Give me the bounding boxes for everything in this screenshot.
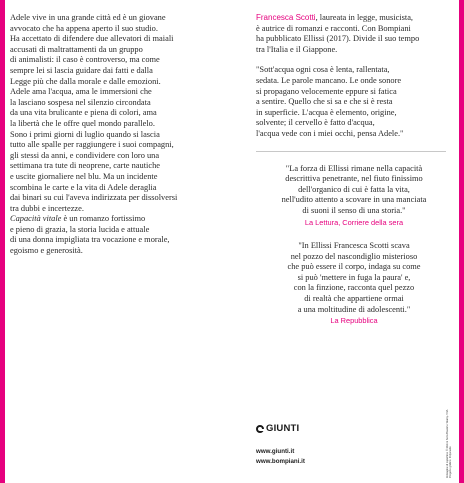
cover-credits	[446, 368, 453, 478]
review-quote-lettura	[256, 164, 452, 229]
synopsis-line: Adele ama l'acqua, ama le immersioni che	[10, 87, 152, 97]
synopsis-line: di una donna impigliata tra vocazione e morale,	[10, 235, 170, 245]
synopsis-line: scombina le carte e la vita di Adele deraglia	[10, 182, 157, 192]
quote-source: La Lettura, Corriere della sera	[304, 217, 404, 227]
synopsis-line: Sono i primi giorni di luglio quando si lascia	[10, 129, 160, 139]
quote-line: dell'organico di cui è fatta la vita,	[298, 184, 410, 194]
credit-line: Progetto grafico: Polystudio	[449, 446, 453, 478]
author-name: Francesca Scotti	[256, 13, 316, 22]
synopsis-line: e uscite giornaliere nel blu. Ma un incidente	[10, 171, 158, 181]
excerpt-line: in superficie. L'acqua è elemento, origine,	[256, 107, 397, 117]
review-quote-repubblica	[256, 241, 452, 327]
section-divider	[256, 151, 446, 152]
excerpt-line: solvente; il cervello è fatto d'acqua,	[256, 118, 375, 128]
synopsis-line: dai binari su cui l'aveva indirizzata per dissolversi	[10, 193, 178, 203]
excerpt-line: l'acqua vede con i miei occhi, pensa Adele."	[256, 128, 404, 138]
synopsis-line: Ha accettato di difendere due allevatori di maiali	[10, 34, 174, 44]
quote-line: con la finzione, racconta quel pezzo	[293, 283, 415, 293]
excerpt-line: si propagano velocemente eppure si fatica	[256, 86, 397, 96]
quote-source: La Repubblica	[330, 316, 378, 326]
synopsis-line: tra dubbi e incertezze.	[10, 203, 84, 213]
bio-line: tra l'Italia e il Giappone.	[256, 44, 338, 54]
credit-line: Immagine di copertina: © Rick & Nora Bowers / Alamy / VIA	[446, 409, 449, 478]
excerpt-line: a sentire. Quello che si sa e che si è resta	[256, 97, 393, 107]
book-title-italic: Capacità vitale	[10, 214, 62, 224]
synopsis-line: la lasciano sospesa nel silenzio circondata	[10, 97, 151, 107]
synopsis-line: di animalisti: il caso è controverso, ma come	[10, 55, 160, 65]
quote-line: descrittiva penetrante, nel fiuto finissimo	[285, 174, 423, 184]
book-excerpt	[256, 65, 452, 139]
publisher-logo-text: GIUNTI	[266, 423, 300, 434]
synopsis-text	[10, 13, 222, 257]
synopsis-line: è un romanzo fortissimo	[61, 214, 146, 224]
bio-line: è autrice di romanzi e racconti. Con Bompiani	[256, 23, 411, 33]
synopsis-column	[10, 13, 222, 257]
author-bio	[256, 13, 452, 55]
synopsis-line: settimana tra tute di neoprene, carte nautiche	[10, 161, 160, 171]
synopsis-line: egoismo e generosità.	[10, 246, 83, 256]
quote-line: nell'udito attento a scovare in una manciata	[281, 195, 427, 205]
quote-line: nel pozzo del nascondiglio misterioso	[290, 251, 418, 261]
synopsis-line: tutto alle spalle per raggiungere i suoi compagni,	[10, 140, 174, 150]
synopsis-line: Adele vive in una grande città ed è un giovane	[10, 13, 166, 22]
quote-line: che può essere il corpo, indaga su come	[287, 262, 421, 272]
publisher-urls	[256, 447, 305, 466]
synopsis-line: sempre lei si lascia guidare dai fatti e dalla	[10, 65, 153, 75]
synopsis-line: la libertà che le offre quel mondo parallelo.	[10, 118, 155, 128]
publisher-url: www.giunti.it	[256, 448, 295, 455]
author-column	[256, 13, 452, 327]
bio-line: ha pubblicato Ellissi (2017). Divide il suo tempo	[256, 34, 420, 44]
synopsis-line: da una vita brulicante e piena di colori, ama	[10, 108, 157, 118]
synopsis-line: e pieno di grazia, la storia lucida e attuale	[10, 224, 150, 234]
quote-line: "In Ellissi Francesca Scotti scava	[298, 241, 410, 251]
bio-line: , laureata in legge, musicista,	[315, 13, 414, 22]
publisher-url: www.bompiani.it	[256, 457, 305, 465]
excerpt-line: "Sott'acqua ogni cosa è lenta, rallentata,	[256, 65, 390, 75]
quote-line: "La forza di Ellissi rimane nella capacità	[285, 163, 423, 173]
quote-line: si può 'mettere in fuga la paura' e,	[297, 272, 411, 282]
quote-line: di suoni il senso di una storia."	[302, 205, 406, 215]
synopsis-line: avvocato che ha appena aperto il suo studio.	[10, 23, 158, 33]
giunti-logo-icon	[256, 425, 264, 433]
publisher-logo	[256, 423, 305, 434]
synopsis-line: gli stessi da anni, e condividere con loro una	[10, 150, 160, 160]
publisher-block	[256, 423, 305, 466]
synopsis-line: Legge più che dalla morale e dalle emozioni.	[10, 76, 161, 86]
synopsis-line: accusati di maltrattamenti da un gruppo	[10, 44, 143, 54]
quote-line: a una moltitudine di adolescenti."	[297, 304, 411, 314]
excerpt-line: sedata. Le parole mancano. Le onde sonore	[256, 75, 402, 85]
left-accent-bar	[0, 0, 5, 483]
quote-line: di realtà che appartiene ormai	[304, 294, 404, 304]
right-accent-bar	[459, 0, 464, 483]
